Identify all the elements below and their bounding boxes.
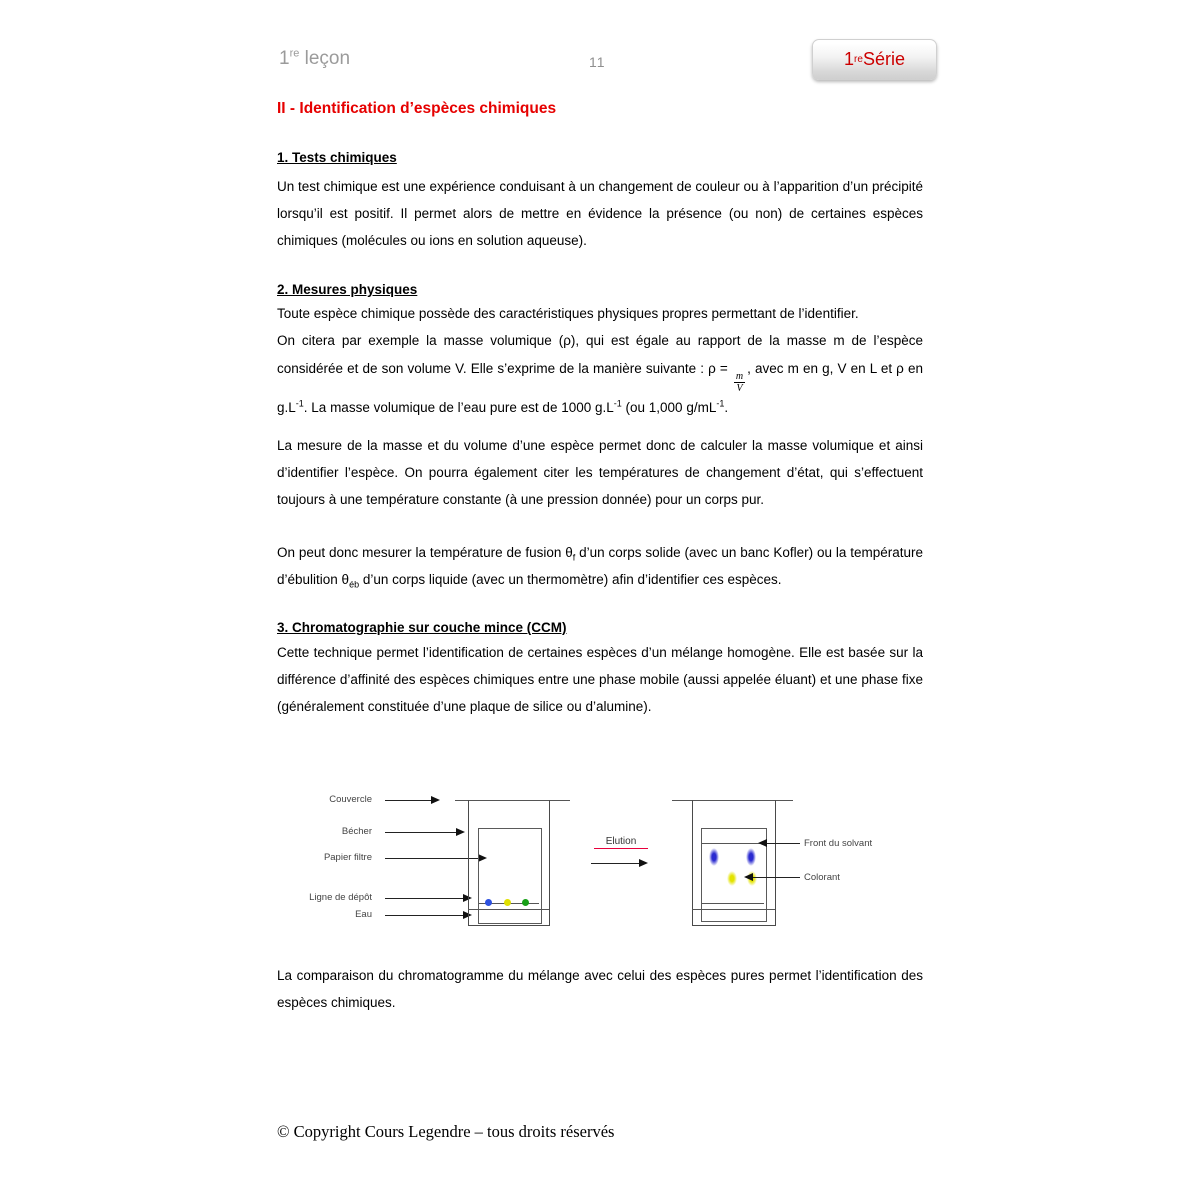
exponent-2: -1 xyxy=(613,398,622,409)
masse-volumique-text-c: . La masse volumique de l’eau pure est de 1000 g.L xyxy=(303,399,614,415)
blue-chromatogram-spot-right xyxy=(746,848,756,866)
section-title: II - Identification d’espèces chimiques xyxy=(277,100,557,117)
exponent-1: -1 xyxy=(295,398,304,409)
paragraph-masse-volumique xyxy=(277,327,923,422)
paragraph-caracteristiques: Toute espèce chimique possède des caractéristiques physiques propres permettant de l’identifier. xyxy=(277,306,859,321)
masse-volumique-text-b: , avec m en g, V en L et ρ en g.L xyxy=(277,360,923,415)
arrow-colorant xyxy=(753,877,800,878)
paragraph-technique-ccm: Cette technique permet l’identification de certaines espèces d’un mélange homogène. Elle est basée sur la différence d’affinité des espèces chimiques entre une phase mobile (aussi appelée éluant) et une phase fixe (généralement constituée d’une plaque de silice ou d’alumine). xyxy=(277,645,923,714)
fraction-m-over-v xyxy=(734,371,745,394)
label-papier-filtre: Papier filtre xyxy=(323,852,372,863)
arrow-front-solvant xyxy=(767,843,800,844)
theta-fusion-subscript: f xyxy=(572,552,576,563)
label-elution: Elution xyxy=(594,836,648,849)
lesson-number: 1 xyxy=(279,48,290,69)
page-number: 11 xyxy=(589,54,606,70)
ccm-diagram xyxy=(277,787,937,957)
yellow-deposit-dot xyxy=(504,899,511,906)
lesson-ordinal-sup: re xyxy=(289,47,300,60)
arrow-papier-filtre xyxy=(385,858,478,859)
blue-deposit-dot xyxy=(485,899,492,906)
yellow-chromatogram-spot-left xyxy=(727,871,737,886)
paragraph-comparaison: La comparaison du chromatogramme du mélange avec celui des espèces pures permet l’identification des espèces chimiques. xyxy=(277,968,923,1010)
label-eau: Eau xyxy=(355,909,372,920)
fraction-denominator: V xyxy=(736,382,743,394)
label-becher: Bécher xyxy=(341,826,372,837)
lesson-label xyxy=(279,48,350,70)
masse-volumique-text-e: . xyxy=(724,399,729,415)
label-front-solvant: Front du solvant xyxy=(804,838,873,849)
masse-volumique-text-a: On citera par exemple la masse volumique (ρ), qui est égale au rapport de la masse m de l’espèce considérée et de son volume V. Elle s’exprime de la manière suivante : ρ = xyxy=(277,333,923,376)
copyright-footer: © Copyright Cours Legendre – tous droits réservés xyxy=(277,1122,615,1141)
solvent-front-line xyxy=(702,843,764,844)
masse-volumique-text-d: (ou 1,000 g/mL xyxy=(621,399,717,415)
arrow-couvercle xyxy=(385,800,431,801)
arrow-ligne-depot xyxy=(385,898,463,899)
temperature-text-b: d’un corps solide (avec un banc Kofler) ou la température d’ébulition θ xyxy=(277,545,923,587)
lesson-word: leçon xyxy=(299,48,351,69)
blue-chromatogram-spot-left xyxy=(709,848,719,866)
green-deposit-dot xyxy=(522,899,529,906)
theta-ebullition-subscript: éb xyxy=(349,579,360,590)
temperature-text-c: d’un corps liquide (avec un thermomètre) afin d’identifier ces espèces. xyxy=(359,572,782,587)
series-badge: 1 re Série xyxy=(812,39,937,80)
left-water-line xyxy=(468,909,549,910)
exponent-3: -1 xyxy=(716,398,725,409)
right-deposit-line xyxy=(702,903,764,904)
arrow-eau xyxy=(385,915,463,916)
heading-chromatographie: 3. Chromatographie sur couche mince (CCM) xyxy=(277,620,567,635)
elution-arrow xyxy=(591,863,639,864)
series-word: Série xyxy=(862,49,905,69)
paragraph-tests-chimiques: Un test chimique est une expérience conduisant à un changement de couleur ou à l’apparition d’un précipité lorsqu’il est positif. Il permet alors de mettre en évidence la présence (ou non) de certaines espèces chimiques (molécules ou ions en solution aqueuse). xyxy=(277,179,923,248)
label-colorant: Colorant xyxy=(804,872,840,883)
label-ligne-depot: Ligne de dépôt xyxy=(309,892,372,903)
heading-tests-chimiques: 1. Tests chimiques xyxy=(277,150,397,165)
temperature-text-a: On peut donc mesurer la température de fusion θ xyxy=(277,545,573,560)
label-couvercle: Couvercle xyxy=(329,794,372,805)
arrow-becher xyxy=(385,832,456,833)
series-number: 1 xyxy=(844,49,855,69)
paragraph-mesure-masse-volume: La mesure de la masse et du volume d’une espèce permet donc de calculer la masse volumique et ainsi d’identifier l’espèce. On pourra également citer les températures de changement d’état, qui s’effectuent toujours à une température constante (à une pression donnée) pour un corps pur. xyxy=(277,438,923,507)
fraction-numerator: m xyxy=(735,370,744,382)
heading-mesures-physiques: 2. Mesures physiques xyxy=(277,282,418,297)
right-water-line xyxy=(692,909,775,910)
paragraph-temperatures xyxy=(277,539,923,593)
